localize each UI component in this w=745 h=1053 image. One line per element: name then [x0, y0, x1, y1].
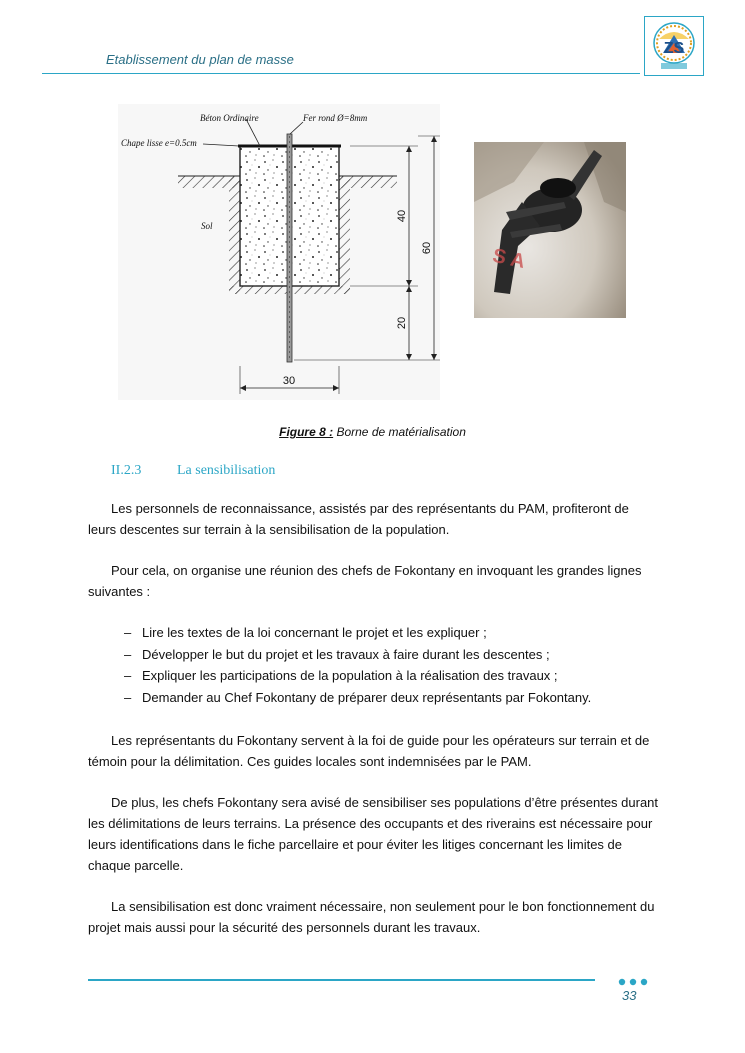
paragraph-1: Les personnels de reconnaissance, assistés par des représentants du PAM, profiteront de leurs descentes sur terrain à la sensibilisation de la population. — [88, 501, 629, 537]
section-heading — [111, 463, 275, 479]
figure-label: Figure 8 : — [279, 425, 334, 439]
section-number: II.2.3 — [111, 463, 142, 478]
paragraph-5: La sensibilisation est donc vraiment nécessaire, non seulement pour le bon fonctionnement du projet mais aussi pour la sécurité des personnels durant les travaux. — [88, 899, 655, 935]
bullet-list — [124, 622, 591, 708]
dim-30: 30 — [282, 375, 296, 387]
label-sol: Sol — [201, 221, 213, 231]
header-title: Etablissement du plan de masse — [106, 52, 294, 67]
figure-text: Borne de matérialisation — [333, 425, 466, 439]
logo — [644, 16, 704, 76]
dim-60: 60 — [421, 241, 433, 255]
paragraph-4: De plus, les chefs Fokontany sera avisé de sensibiliser ses populations d’être présentes durant les délimitations de leurs terrains. La présence des occupants et des riverains est nécessaire pour leurs identifications dans le fiche parcellaire et pour éviter les litiges concernant les limites de chaque parcelle. — [88, 795, 659, 873]
label-beton: Béton Ordinaire — [200, 113, 259, 123]
dots-icon — [618, 978, 648, 986]
borne-photo — [474, 142, 626, 318]
list-item: – Demander au Chef Fokontany de préparer deux représentants par Fokontany. — [124, 689, 592, 705]
dim-40: 40 — [396, 209, 408, 223]
borne-diagram — [118, 104, 440, 400]
paragraph-2: Pour cela, on organise une réunion des chefs de Fokontany en invoquant les grandes lignes suivantes : — [88, 563, 642, 599]
svg-text:ZS: ZS — [663, 40, 685, 57]
figure-caption — [0, 425, 745, 439]
page-number: 33 — [622, 988, 637, 1003]
list-item: – Expliquer les participations de la population à la réalisation des travaux ; — [124, 668, 558, 683]
section-title: La sensibilisation — [177, 463, 276, 478]
footer-rule — [88, 979, 595, 981]
dim-20: 20 — [396, 316, 408, 330]
label-chape: Chape lisse e=0.5cm — [121, 138, 197, 148]
photo-text: S A — [490, 244, 528, 274]
label-fer: Fer rond Ø=8mm — [303, 113, 368, 123]
paragraph-3: Les représentants du Fokontany servent à la foi de guide pour les opérateurs sur terrain et de témoin pour la délimitation. Ces guides locales sont indemnisées par le PAM. — [88, 733, 650, 769]
list-item: – Développer le but du projet et les travaux à faire durant les descentes ; — [124, 646, 550, 662]
list-item: – Lire les textes de la loi concernant le projet et les expliquer ; — [124, 625, 487, 640]
school-logo-icon — [645, 17, 703, 75]
header-rule — [42, 73, 640, 74]
